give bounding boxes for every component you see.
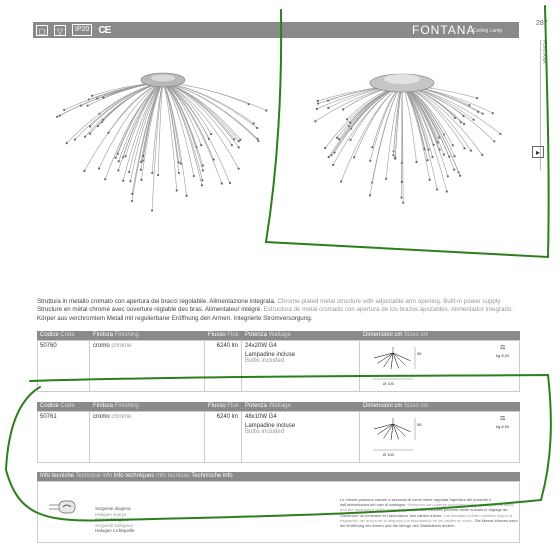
ce-mark-icon: CE [98, 24, 111, 36]
wattage: 24x20W G4 [245, 343, 277, 349]
row-flux: 6240 lm [205, 340, 242, 392]
height-label: 55 [417, 422, 422, 427]
col-finish: Finitura Finishing [90, 402, 205, 411]
side-tab-label: FONTANA [541, 40, 547, 64]
col-code: Codice Code [37, 402, 90, 411]
annotation-box-bottom [6, 375, 551, 520]
weight-icon: ⚖ [500, 345, 506, 351]
page-number: 287 [536, 20, 548, 27]
row-code: 50761 [37, 411, 90, 463]
ip20-icon: IP20 [72, 24, 92, 36]
row-flux: 6240 lm [205, 411, 242, 463]
description-it: Struttura in metallo cromato con apertura dei bracci regolabile. Alimentazione integrata. [37, 298, 276, 305]
row-code: 50760 [37, 340, 90, 392]
bulbs-included-en: Bulbs included [245, 429, 285, 435]
weight-label: kg 8,90 [496, 424, 510, 429]
col-flux: Flusso Flux [205, 402, 242, 411]
col-dimensions: Dimensioni cm Sizes cm [360, 331, 520, 340]
next-arrow-icon[interactable]: ▸ [532, 146, 544, 158]
col-power: Potenza Wattage [242, 402, 360, 411]
bulbs-included: Lampadine incluse [245, 352, 296, 358]
weight-label: kg 8,20 [496, 353, 510, 358]
product-subtitle: Ceiling Lamp [473, 28, 503, 34]
bulbs-included-en: Bulbs included [245, 358, 285, 364]
bulb-labels: Sorgente alogena Halogen source Source halogène Surgente halógena Halogen Lichtquelle [95, 506, 135, 533]
bulbs-included: Lampadine incluse [245, 423, 296, 429]
square-icon: ▢ [36, 25, 48, 36]
annotation-box-top [266, 6, 549, 257]
wattage: 48x10W G4 [245, 414, 277, 420]
weight-icon: ⚖ [500, 416, 506, 422]
diameter-label: Ø 100 [383, 452, 394, 457]
description-es: Estructura de metal cromado con apertura de los brazos ajustables. Alimentador integrado. [263, 306, 514, 314]
col-finish: Finitura Finishing [90, 331, 205, 340]
description-en: Chrome-plated metal structure with adjustable arm opening. Built-in power supply. [277, 298, 502, 305]
col-code: Codice Code [37, 331, 90, 340]
description-fr: Structure en métal chromé avec ouverture réglable des bras. Alimentateur intégré. [37, 306, 262, 314]
row-finish: cromo chrome [90, 411, 205, 463]
diameter-label: Ø 100 [383, 381, 394, 386]
description-de: Körper aus verchromtem Metall mit regulierbarer Eröffnung den Armen. Integrierte Stromversorgung. [37, 314, 313, 322]
row-finish: cromo chrome [90, 340, 205, 392]
col-flux: Flusso Flux [205, 331, 242, 340]
col-power: Potenza Wattage [242, 331, 360, 340]
col-dimensions: Dimensioni cm Sizes cm [360, 402, 520, 411]
height-label: 55 [417, 351, 422, 356]
measurement-note: Le misure possono variare a seconda di come viene regolata l'apertura del prodotto e dall'abbondanza dei cavi di sostegno. Measures can change according to the opening of the fitting and the abundance of the supporting cables. Les mesures peuvent varier suivant le réglage de l'ouverture du luminaire et l'abondance des câbles d'acier. Las medidas pueden cambiar según la regulación del ancho de la lámpara y la abundancia de los cables en acero. Die Masse können nach der Eröffnung der Armen und die Menge des Stahlkabeln ändern. [340, 497, 518, 529]
technical-info-header: Info tecniche Technical info Info techniques Info tecnicas Technische info [37, 472, 520, 481]
triangle-down-icon: ▽ [54, 25, 66, 36]
product-title: FONTANA [412, 23, 476, 37]
